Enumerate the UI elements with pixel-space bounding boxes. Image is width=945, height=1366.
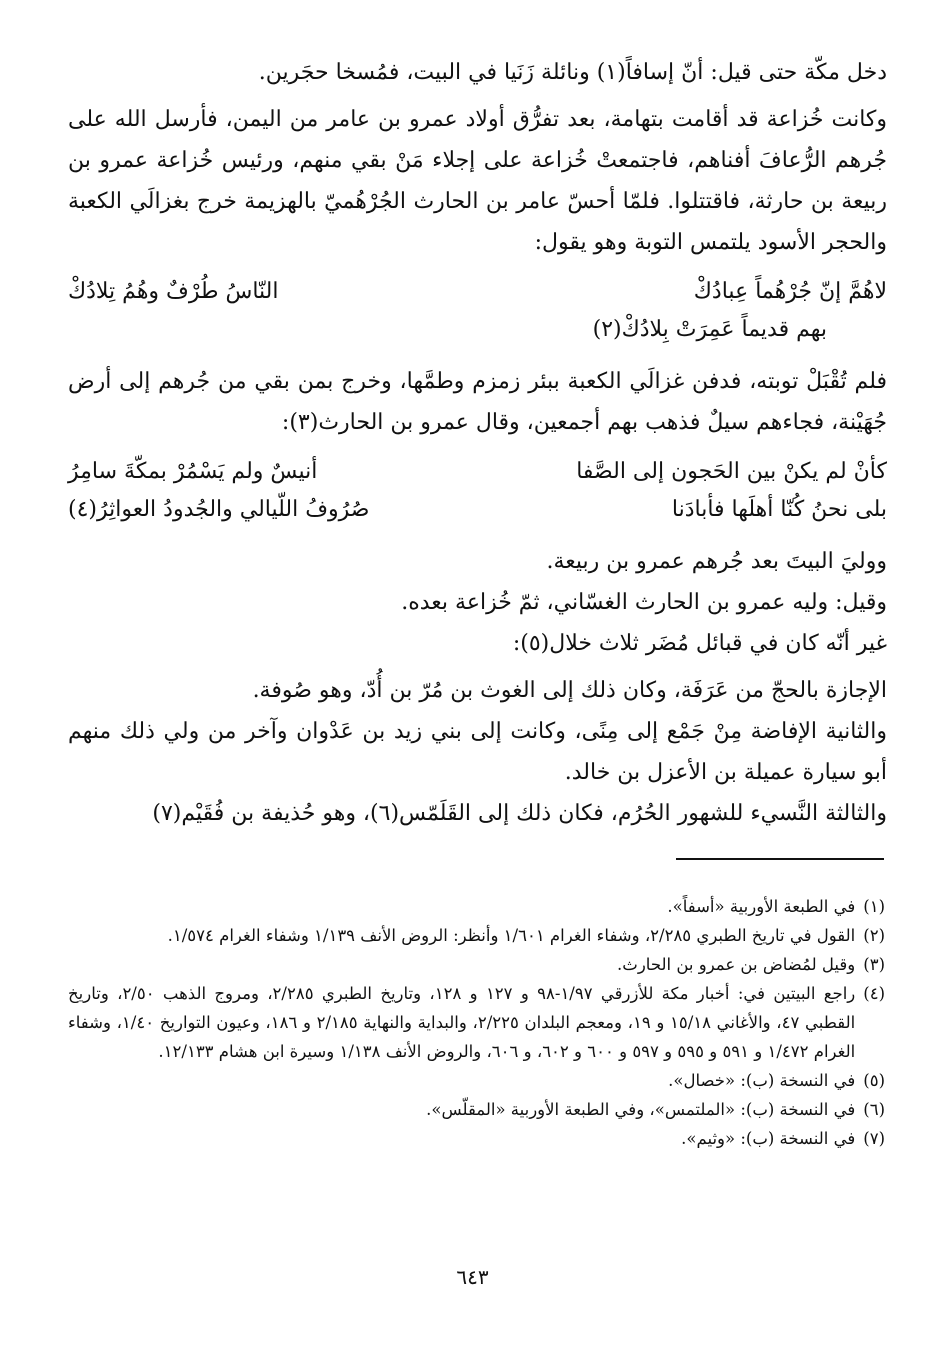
verse-hemistich: أنيسٌ ولم يَسْمُرْ بمكّةَ سامِرُ (68, 459, 318, 484)
footnote (68, 979, 885, 1066)
footnote-text: في النسخة (ب): «وثيم». (681, 1129, 856, 1148)
footnote (68, 1124, 885, 1153)
verse-line (68, 491, 887, 529)
footnote (68, 892, 885, 921)
footnote (68, 1066, 885, 1095)
footnote (68, 1095, 885, 1124)
footnote-text: في النسخة (ب): «الملتمس»، وفي الطبعة الأوربية «المقلّس». (426, 1100, 856, 1119)
footnote (68, 950, 885, 979)
footnote-number: (٧) (863, 1129, 885, 1148)
verse-hemistich: النّاسُ طُرْفٌ وهُمُ تِلادُكْ (68, 279, 279, 304)
verse-line (68, 311, 887, 349)
footnote-number: (٢) (863, 926, 885, 945)
page-number: ٦٤٣ (456, 1265, 489, 1289)
footnote-text: القول في تاريخ الطبري ٢/٢٨٥، وشفاء الغرام ١/٦٠١ وأنظر: الروض الأنف ١/١٣٩ وشفاء الغرام ١/٥٧٤. (167, 926, 856, 945)
verse-line (68, 273, 887, 311)
poem-verse-2 (68, 453, 887, 529)
body-paragraph-6: غير أنّه كان في قبائل مُضَر ثلاث خلال(٥): (512, 631, 887, 656)
body-paragraph-8: والثانية الإفاضة مِنْ جَمْع إلى مِنًى، وكانت إلى بني زيد بن عَدْوان وآخر من ولي ذلك منهم أبو سيارة عميلة بن الأعزل بن خالد. (68, 719, 887, 785)
footnote-text: وقيل لمُضاض بن عمرو بن الحارث. (617, 955, 856, 974)
verse-hemistich: كأنْ لم يكنْ بين الحَجون إلى الصَّفا (576, 459, 887, 484)
verse-line (68, 453, 887, 491)
footnote-text: في النسخة (ب): «خصال». (668, 1071, 856, 1090)
footnotes (68, 892, 885, 1153)
body-paragraph-1: دخل مكّة حتى قيل: أنّ إسافاً(١) ونائلة زَنَيا في البيت، فمُسخا حجَرين. (258, 60, 887, 85)
poem-verse-1 (68, 273, 887, 349)
body-paragraph-4: ووليَ البيتَ بعد جُرهم عمرو بن ربيعة. (546, 549, 887, 574)
body-paragraph-9: والثالثة النَّسيء للشهور الحُرُم، فكان ذلك إلى القَلَمّس(٦)، وهو حُذيفة بن فُقَيْم(٧) (152, 801, 887, 826)
footnote-text: في الطبعة الأوربية «أسفاً». (667, 897, 856, 916)
verse-hemistich: صُرُوفُ اللّيالي والجُدودُ العواثِرُ(٤) (68, 497, 370, 522)
body-paragraph-7: الإجازة بالحجّ من عَرَفَة، وكان ذلك إلى الغوث بن مُرّ بن أُدّ، وهو صُوفة. (252, 678, 887, 703)
verse-hemistich: بلى نحنُ كُنّا أهلَها فأبادَنا (671, 497, 887, 522)
footnote-number: (١) (863, 897, 885, 916)
footnote-divider (676, 858, 884, 860)
verse-hemistich: لاهُمَّ إنّ جُرْهُماً عِبادُكْ (693, 279, 887, 304)
footnote-number: (٣) (863, 955, 885, 974)
footnote-text: راجع البيتين في: أخبار مكة للأزرقي ١/٩٧-٩٨ و ١٢٧ و ١٢٨، وتاريخ الطبري ٢/٢٨٥، ومروج الذهب ٢/٥٠، وتاريخ القطبي ٤٧، والأغاني ١٥/١٨ و ١٩، ومعجم البلدان ٢/٢٢٥، والبداية والنهاية ٢/١٨٥ و ١٨٦، وعيون التواريخ ١/٤٠، وشفاء الغرام ١/٤٧٢ و ٥٩١ و ٥٩٥ و ٥٩٧ و ٦٠٠ و ٦٠٢، و ٦٠٦، والروض الأنف ١/١٣٨ وسيرة ابن هشام ١٢/١٣٣. (68, 984, 856, 1061)
footnote (68, 921, 885, 950)
body-paragraph-3: فلم تُقْبَلْ توبته، فدفن غزالَي الكعبة ببئر زمزم وطمَّها، وخرج بمن بقي من جُرهم إلى أرض جُهَيْنة، فجاءهم سيلٌ فذهب بهم أجمعين، وقال عمرو بن الحارث(٣): (68, 369, 887, 435)
footnote-number: (٤) (863, 984, 885, 1003)
footnote-number: (٥) (863, 1071, 885, 1090)
verse-hemistich: بهم قديماً عَمِرَتْ بِلادُكْ(٢) (592, 317, 827, 342)
body-paragraph-5: وقيل: وليه عمرو بن الحارث الغسّاني، ثمّ خُزاعة بعده. (401, 590, 887, 615)
body-paragraph-2: وكانت خُزاعة قد أقامت بتهامة، بعد تفرُّق أولاد عمرو بن عامر من اليمن، فأرسل الله على جُرهم الرُّعافَ أفناهم، فاجتمعتْ خُزاعة على إجلاء مَنْ بقي منهم، ورئيس خُزاعة عمرو بن ربيعة بن حارثة، فاقتتلوا. فلمّا أحسّ عامر بن الحارث الجُرْهُميّ بالهزيمة خرج بغزالَي الكعبة والحجر الأسود يلتمس التوبة وهو يقول: (68, 107, 887, 255)
footnote-number: (٦) (863, 1100, 885, 1119)
